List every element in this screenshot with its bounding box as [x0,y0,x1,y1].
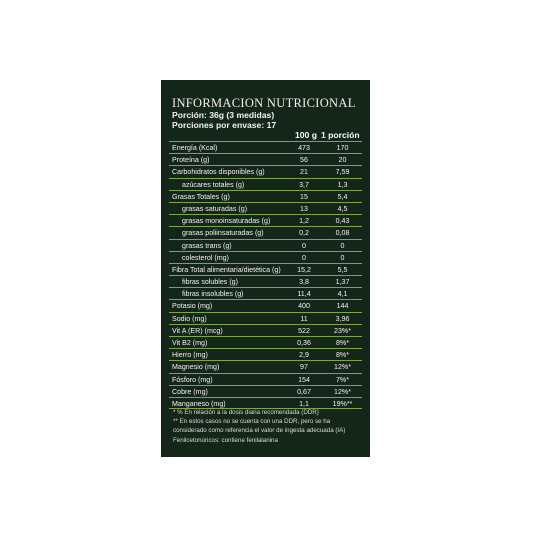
servings-per-container: Porciones por envase: 17 [172,120,277,130]
nutrient-label: Fósforo (mg) [172,375,213,384]
value-portion: 19%** [332,399,353,408]
table-row [169,348,362,360]
table-row [169,360,362,372]
value-100g: 11,4 [297,290,311,299]
nutrient-label: Fibra Total alimentaria/dietética (g) [172,265,281,274]
table-row [169,153,362,165]
value-portion: 144 [336,302,349,311]
nutrient-label: azúcares totales (g) [182,180,245,189]
table-row [169,214,362,226]
table-row [169,299,362,311]
table-row [169,263,362,275]
value-portion: 7%* [335,375,349,384]
value-portion: 20 [338,156,347,165]
value-portion: 23%* [334,326,351,335]
table-row [169,239,362,251]
value-portion: 0,08 [335,229,350,238]
value-100g: 0 [302,241,306,250]
value-100g: 21 [300,168,308,177]
value-portion: 0 [340,253,345,262]
column-header-portion: 1 porción [321,130,360,140]
value-100g: 473 [298,144,310,152]
value-portion: 7,59 [335,168,350,177]
value-portion: 1,37 [335,278,350,287]
value-100g: 97 [300,363,308,372]
table-row [169,287,362,299]
value-100g: 15 [300,192,308,201]
nutrient-label: Sodio (mg) [172,314,207,323]
value-portion: 12%* [334,363,351,372]
value-portion: 0 [340,241,345,250]
nutrient-label: grasas saturadas (g) [182,204,248,213]
nutrient-label: colesterol (mg) [182,253,229,262]
value-portion: 5,5 [337,265,348,274]
value-portion: 8%* [335,339,349,347]
value-100g: 13 [300,204,308,213]
value-100g: 1,1 [299,399,309,408]
value-portion: 4,5 [337,204,348,213]
table-row [169,251,362,263]
value-100g: 15,2 [297,265,311,274]
value-100g: 2,9 [299,351,309,360]
table-row [169,178,362,190]
nutrient-label: Proteína (g) [172,156,210,165]
value-100g: 3,8 [299,278,309,287]
value-100g: 1,2 [299,217,309,226]
table-row [169,312,362,324]
value-portion: 170 [336,144,349,152]
nutrient-label: Potasio (mg) [172,302,213,311]
nutrient-label: grasas trans (g) [182,241,232,250]
nutrient-label: grasas monoinsaturadas (g) [182,217,271,226]
table-row [169,385,362,397]
nutrient-label: fibras insolubles (g) [182,290,244,299]
portion-size: Porción: 36g (3 medidas) [172,110,275,120]
nutrient-label: fibras solubles (g) [182,278,238,287]
nutrient-label: Grasas Totales (g) [172,192,230,201]
value-100g: 0,2 [299,229,309,238]
footnote-line: * % En relación a la dosis diaria recomendada (DDR) [173,409,319,416]
footnotes [173,408,365,445]
nutrition-table [169,141,362,409]
value-portion: 3,96 [335,314,350,323]
value-100g: 56 [300,156,308,165]
nutrition-facts-panel [161,80,370,457]
value-100g: 0,67 [297,387,311,396]
nutrient-label: Carbohidratos disponibles (g) [172,168,265,177]
table-row [169,190,362,202]
table-row [169,165,362,177]
value-100g: 154 [298,375,310,384]
value-100g: 522 [298,326,310,335]
table-row [169,373,362,385]
nutrient-label: Vit B2 (mg) [172,339,208,347]
value-portion: 0,43 [335,217,350,226]
value-portion: 1,3 [337,180,348,189]
value-portion: 4,1 [337,290,348,299]
nutrient-label: Magnesio (mg) [172,363,220,372]
nutrient-label: Hierro (mg) [172,351,208,360]
table-row [169,226,362,238]
value-portion: 8%* [335,351,349,360]
value-100g: 400 [298,302,310,311]
table-row [169,141,362,153]
nutrient-label: Manganeso (mg) [172,399,226,408]
value-100g: 3,7 [299,180,309,189]
value-100g: 0 [302,253,306,262]
footnote-line: considerado como referencia el valor de ingesta adecuada (IA) [173,427,346,435]
footnote-line: ** En estos casos no se cuenta con una DDR, pero se ha [173,418,331,426]
table-row [169,275,362,287]
value-portion: 12%* [334,387,351,396]
nutrient-label: Cobre (mg) [172,387,208,396]
footnote-line: Fenilcetonúricos: contiene fenilalanina [173,436,278,444]
value-100g: 0,36 [297,339,311,347]
table-row [169,202,362,214]
column-header-100g: 100 g [295,130,317,140]
value-100g: 11 [300,314,308,323]
value-portion: 5,4 [337,192,348,201]
nutrient-label: Vit A (ER) (mcg) [172,326,223,335]
table-row [169,336,362,348]
nutrient-label: Energía (Kcal) [172,144,218,152]
nutrient-label: grasas poliinsaturadas (g) [182,229,264,238]
table-row [169,324,362,336]
panel-title: INFORMACION NUTRICIONAL [172,96,356,110]
